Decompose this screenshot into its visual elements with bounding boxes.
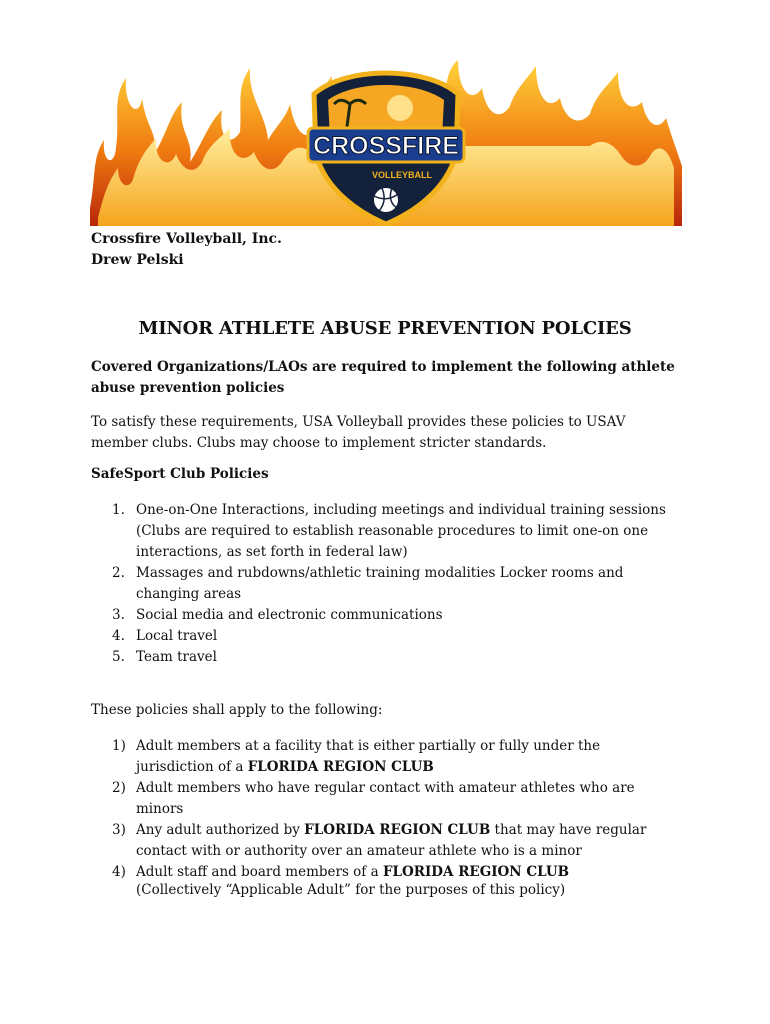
- logo-brand-text: CROSSFIRE: [313, 132, 459, 160]
- apply-intro: These policies shall apply to the following:: [91, 702, 383, 718]
- organization-name: Crossfire Volleyball, Inc.: [91, 231, 282, 247]
- list-item: 3) Any adult authorized by FLORIDA REGION CLUB that may have regular contact with or authority over an amateur athlete who is a minor: [112, 822, 647, 859]
- list-item: 1. One-on-One Interactions, including meetings and individual training sessions (Clubs are required to establish reasonable procedures to limit one-on one interactions, as set forth in federal law): [112, 502, 666, 560]
- list-item: 4) Adult staff and board members of a FLORIDA REGION CLUB: [112, 864, 570, 880]
- list-item: 2. Massages and rubdowns/athletic training modalities Locker rooms and changing areas: [112, 565, 624, 602]
- volleyball-icon: [373, 187, 399, 213]
- contact-person: Drew Pelski: [91, 252, 184, 268]
- organization-block: [91, 229, 282, 271]
- list-item: 3. Social media and electronic communications: [112, 607, 443, 623]
- section-heading: SafeSport Club Policies: [91, 466, 269, 482]
- list-item: 4. Local travel: [112, 628, 218, 644]
- intro-paragraph: To satisfy these requirements, USA Volleyball provides these policies to USAV member clubs. Clubs may choose to implement stricter standards.: [91, 414, 626, 451]
- list-item: 5. Team travel: [112, 649, 217, 665]
- document-title: MINOR ATHLETE ABUSE PREVENTION POLCIES: [138, 318, 632, 339]
- applicability-list: [91, 736, 681, 883]
- list-item: 1) Adult members at a facility that is either partially or fully under the jurisdiction of a FLORIDA REGION CLUB: [112, 738, 601, 775]
- policies-list: [91, 500, 681, 668]
- logo-sub-text: VOLLEYBALL: [372, 170, 432, 180]
- crossfire-banner: [90, 58, 682, 226]
- intro-requirement: Covered Organizations/LAOs are required to implement the following athlete abuse prevention policies: [91, 359, 675, 396]
- list-item: 2) Adult members who have regular contact with amateur athletes who are minors: [112, 780, 635, 817]
- collective-note: (Collectively “Applicable Adult” for the purposes of this policy): [136, 882, 566, 898]
